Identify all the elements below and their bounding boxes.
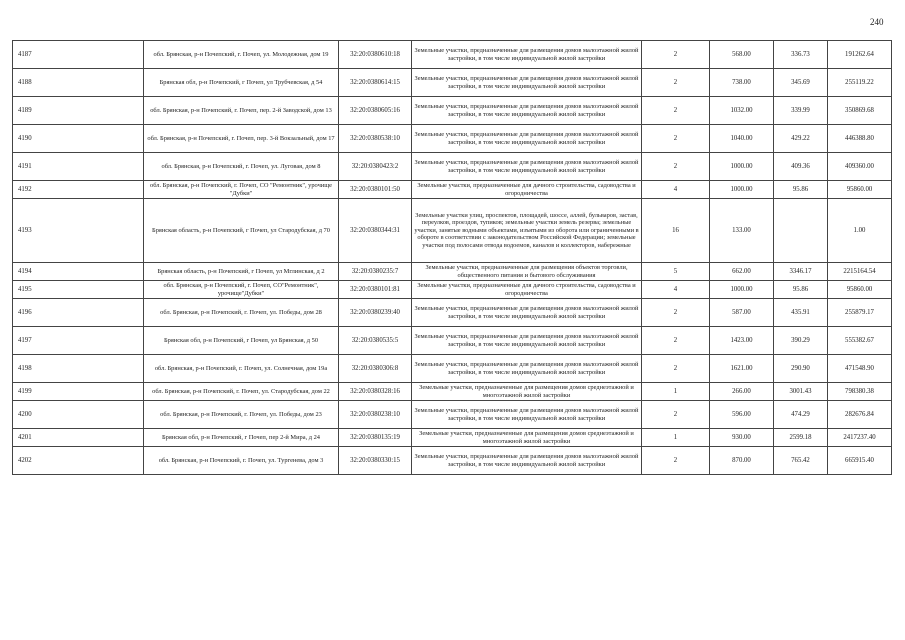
row-group: 2	[642, 327, 710, 355]
row-address: Брянская обл, р-н Почепский, г Почеп, ул Трубчевская, д 54	[144, 69, 339, 97]
land-plots-table	[12, 40, 892, 475]
row-rate: 2599.18	[774, 429, 828, 447]
table-row	[13, 429, 892, 447]
row-id: 4192	[13, 181, 144, 199]
row-id: 4194	[13, 263, 144, 281]
row-address: Брянская обл, р-н Почепский, г Почеп, пер 2-й Мира, д 24	[144, 429, 339, 447]
row-cadastral-number: 32:20:0380239:40	[339, 299, 412, 327]
row-cadastral-value: 282676.84	[828, 401, 892, 429]
row-address: обл. Брянская, р-н Почепский, г. Почеп, ул. Тургенева, дом 3	[144, 447, 339, 475]
page-number: 240	[870, 17, 884, 27]
row-address: обл. Брянская, р-н Почепский, г. Почеп, ул. Стародубская, дом 22	[144, 383, 339, 401]
row-cadastral-value: 1.00	[828, 199, 892, 263]
row-rate: 95.86	[774, 281, 828, 299]
row-land-purpose: Земельные участки, предназначенные для размещения домов малоэтажной жилой застройки, в том числе индивидуальной жилой застройки	[412, 401, 642, 429]
row-cadastral-value: 409360.00	[828, 153, 892, 181]
row-area: 1000.00	[710, 281, 774, 299]
row-cadastral-value: 446388.80	[828, 125, 892, 153]
row-land-purpose: Земельные участки, предназначенные для размещения домов малоэтажной жилой застройки, в том числе индивидуальной жилой застройки	[412, 327, 642, 355]
row-land-purpose: Земельные участки, предназначенные для размещения домов малоэтажной жилой застройки, в том числе индивидуальной жилой застройки	[412, 447, 642, 475]
row-address: обл. Брянская, р-н Почепский, г. Почеп, пер. 2-й Заводской, дом 13	[144, 97, 339, 125]
row-cadastral-number: 32:20:0380538:10	[339, 125, 412, 153]
row-area: 133.00	[710, 199, 774, 263]
row-id: 4199	[13, 383, 144, 401]
row-address: Брянская обл, р-н Почепский, г Почеп, ул Брянская, д 50	[144, 327, 339, 355]
table-row	[13, 355, 892, 383]
row-rate: 336.73	[774, 41, 828, 69]
row-id: 4195	[13, 281, 144, 299]
table-row	[13, 383, 892, 401]
row-area: 870.00	[710, 447, 774, 475]
row-group: 2	[642, 299, 710, 327]
table-row	[13, 447, 892, 475]
row-cadastral-number: 32:20:0380328:16	[339, 383, 412, 401]
row-cadastral-value: 555382.67	[828, 327, 892, 355]
table-row	[13, 125, 892, 153]
row-cadastral-number: 32:20:0380330:15	[339, 447, 412, 475]
row-group: 2	[642, 447, 710, 475]
row-cadastral-number: 32:20:0380535:5	[339, 327, 412, 355]
row-area: 1000.00	[710, 181, 774, 199]
row-group: 2	[642, 355, 710, 383]
row-address: обл. Брянская, р-н Почепский, г. Почеп, СО "Ремонтник", урочище "Дубки"	[144, 181, 339, 199]
row-cadastral-number: 32:20:0380101:50	[339, 181, 412, 199]
row-area: 1000.00	[710, 153, 774, 181]
row-group: 2	[642, 401, 710, 429]
row-id: 4200	[13, 401, 144, 429]
row-area: 1032.00	[710, 97, 774, 125]
row-area: 930.00	[710, 429, 774, 447]
row-group: 4	[642, 181, 710, 199]
row-land-purpose: Земельные участки, предназначенные для размещения домов среднеэтажной и многоэтажной жилой застройки	[412, 383, 642, 401]
row-land-purpose: Земельные участки, предназначенные для размещения домов среднеэтажной и многоэтажной жилой застройки	[412, 429, 642, 447]
table-row	[13, 153, 892, 181]
row-cadastral-number: 32:20:0380238:10	[339, 401, 412, 429]
row-cadastral-value: 95860.00	[828, 181, 892, 199]
row-land-purpose: Земельные участки, предназначенные для размещения домов малоэтажной жилой застройки, в том числе индивидуальной жилой застройки	[412, 41, 642, 69]
row-cadastral-value: 471548.90	[828, 355, 892, 383]
row-area: 596.00	[710, 401, 774, 429]
row-id: 4202	[13, 447, 144, 475]
table-row	[13, 281, 892, 299]
row-address: обл. Брянская, р-н Почепский, г. Почеп, ул. Луговая, дом 8	[144, 153, 339, 181]
row-group: 2	[642, 41, 710, 69]
row-address: Брянская область, р-н Почепский, г Почеп, ул Мглинская, д 2	[144, 263, 339, 281]
row-land-purpose: Земельные участки, предназначенные для размещения домов малоэтажной жилой застройки, в том числе индивидуальной жилой застройки	[412, 69, 642, 97]
row-id: 4198	[13, 355, 144, 383]
row-rate: 390.29	[774, 327, 828, 355]
row-cadastral-number: 32:20:0380101:81	[339, 281, 412, 299]
row-cadastral-number: 32:20:0380344:31	[339, 199, 412, 263]
row-rate: 429.22	[774, 125, 828, 153]
table-row	[13, 263, 892, 281]
row-rate: 345.69	[774, 69, 828, 97]
row-area: 568.00	[710, 41, 774, 69]
row-cadastral-value: 255879.17	[828, 299, 892, 327]
row-group: 2	[642, 97, 710, 125]
row-cadastral-number: 32:20:0380610:18	[339, 41, 412, 69]
row-group: 2	[642, 125, 710, 153]
row-cadastral-value: 665915.40	[828, 447, 892, 475]
row-cadastral-value: 191262.64	[828, 41, 892, 69]
table-row	[13, 69, 892, 97]
table-row	[13, 299, 892, 327]
row-area: 1621.00	[710, 355, 774, 383]
row-land-purpose: Земельные участки, предназначенные для размещения домов малоэтажной жилой застройки, в том числе индивидуальной жилой застройки	[412, 153, 642, 181]
row-cadastral-number: 32:20:0380235:7	[339, 263, 412, 281]
row-rate: 339.99	[774, 97, 828, 125]
row-group: 2	[642, 153, 710, 181]
row-group: 2	[642, 69, 710, 97]
row-cadastral-number: 32:20:0380306:8	[339, 355, 412, 383]
row-cadastral-value: 255119.22	[828, 69, 892, 97]
row-land-purpose: Земельные участки, предназначенные для размещения домов малоэтажной жилой застройки, в том числе индивидуальной жилой застройки	[412, 355, 642, 383]
row-area: 662.00	[710, 263, 774, 281]
table-row	[13, 181, 892, 199]
row-cadastral-value: 350869.68	[828, 97, 892, 125]
row-land-purpose: Земельные участки, предназначенные для размещения домов малоэтажной жилой застройки, в том числе индивидуальной жилой застройки	[412, 125, 642, 153]
row-rate: 409.36	[774, 153, 828, 181]
row-cadastral-number: 32:20:0380605:16	[339, 97, 412, 125]
row-cadastral-value: 2417237.40	[828, 429, 892, 447]
row-group: 5	[642, 263, 710, 281]
row-rate	[774, 199, 828, 263]
row-id: 4197	[13, 327, 144, 355]
row-cadastral-value: 95860.00	[828, 281, 892, 299]
row-address: обл. Брянская, р-н Почепский, г. Почеп, ул. Победы, дом 23	[144, 401, 339, 429]
row-land-purpose: Земельные участки, предназначенные для размещения домов малоэтажной жилой застройки, в том числе индивидуальной жилой застройки	[412, 97, 642, 125]
row-cadastral-number: 32:20:0380614:15	[339, 69, 412, 97]
row-area: 1040.00	[710, 125, 774, 153]
row-id: 4189	[13, 97, 144, 125]
row-area: 738.00	[710, 69, 774, 97]
table-row	[13, 199, 892, 263]
row-address: обл. Брянская, р-н Почепский, г. Почеп, ул. Солнечная, дом 19а	[144, 355, 339, 383]
row-address: Брянская область, р-н Почепский, г Почеп, ул Стародубская, д 70	[144, 199, 339, 263]
row-id: 4190	[13, 125, 144, 153]
row-id: 4191	[13, 153, 144, 181]
row-land-purpose: Земельные участки, предназначенные для дачного строительства, садоводства и огородничества	[412, 281, 642, 299]
row-address: обл. Брянская, р-н Почепский, г. Почеп, ул. Молодежная, дом 19	[144, 41, 339, 69]
row-id: 4188	[13, 69, 144, 97]
row-land-purpose: Земельные участки, предназначенные для размещения домов малоэтажной жилой застройки, в том числе индивидуальной жилой застройки	[412, 299, 642, 327]
row-id: 4187	[13, 41, 144, 69]
table-row	[13, 401, 892, 429]
row-area: 587.00	[710, 299, 774, 327]
row-address: обл. Брянская, р-н Почепский, г. Почеп, ул. Победы, дом 28	[144, 299, 339, 327]
row-id: 4201	[13, 429, 144, 447]
row-group: 1	[642, 429, 710, 447]
row-cadastral-number: 32:20:0380135:19	[339, 429, 412, 447]
row-area: 1423.00	[710, 327, 774, 355]
row-rate: 290.90	[774, 355, 828, 383]
row-rate: 435.91	[774, 299, 828, 327]
row-rate: 474.29	[774, 401, 828, 429]
row-id: 4193	[13, 199, 144, 263]
row-cadastral-value: 2215164.54	[828, 263, 892, 281]
row-group: 4	[642, 281, 710, 299]
table-row	[13, 327, 892, 355]
row-rate: 95.86	[774, 181, 828, 199]
table-row	[13, 97, 892, 125]
row-area: 266.00	[710, 383, 774, 401]
row-group: 16	[642, 199, 710, 263]
row-rate: 3346.17	[774, 263, 828, 281]
row-land-purpose: Земельные участки, предназначенные для размещения объектов торговли, общественного питания и бытового обслуживания	[412, 263, 642, 281]
row-id: 4196	[13, 299, 144, 327]
row-rate: 3001.43	[774, 383, 828, 401]
table-row	[13, 41, 892, 69]
row-address: обл. Брянская, р-н Почепский, г. Почеп, пер. 3-й Вокзальный, дом 17	[144, 125, 339, 153]
row-address: обл. Брянская, р-н Почепский, г. Почеп, СО"Ремонтник", урочище"Дубки"	[144, 281, 339, 299]
row-cadastral-value: 798380.38	[828, 383, 892, 401]
row-group: 1	[642, 383, 710, 401]
row-land-purpose: Земельные участки улиц, проспектов, площадей, шоссе, аллей, бульваров, застав, переулков, проездов, тупиков; земельные участки земель резерва; земельные участки, занятые водными объектами, изъятыми из оборота или ограниченными в обороте в соответствии с законодательством Российской Федерации; земельные участки под полосами отвода водоемов, каналов и коллекторов, набережные	[412, 199, 642, 263]
row-cadastral-number: 32:20:0380423:2	[339, 153, 412, 181]
row-land-purpose: Земельные участки, предназначенные для дачного строительства, садоводства и огородничества	[412, 181, 642, 199]
row-rate: 765.42	[774, 447, 828, 475]
